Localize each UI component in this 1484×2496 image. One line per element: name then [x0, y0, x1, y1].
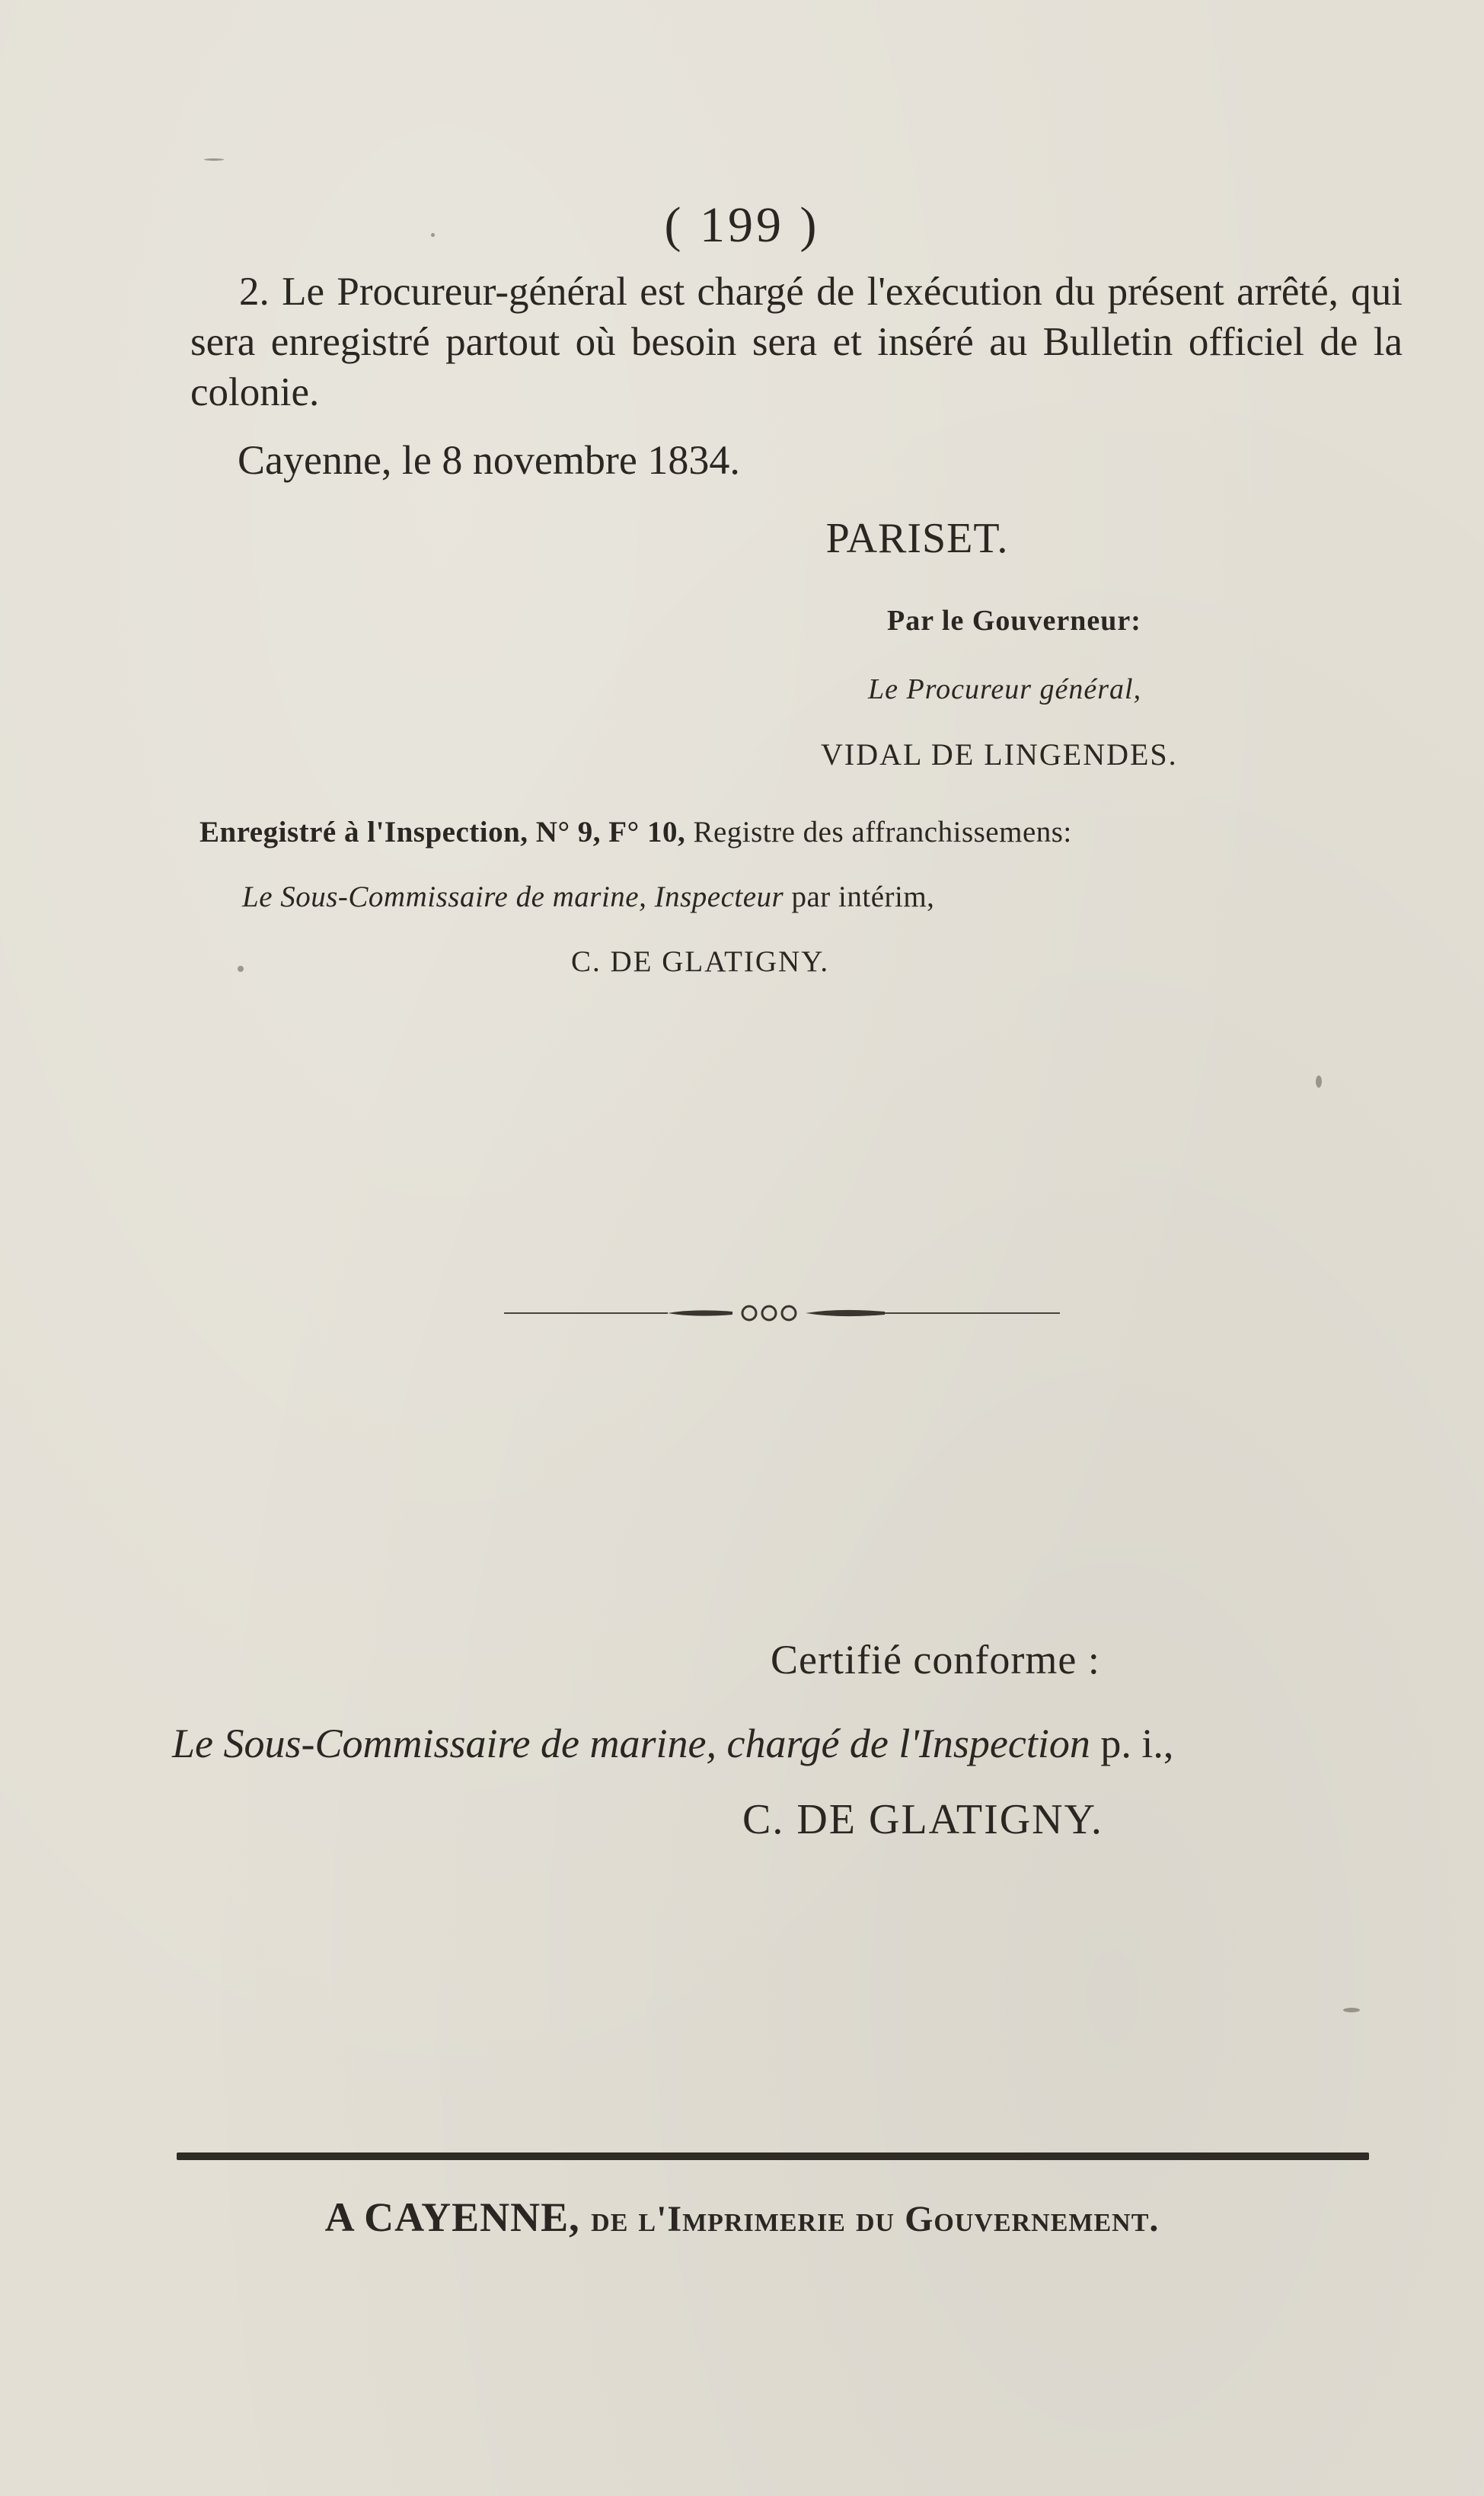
sub-commissioner-name: C. DE GLATIGNY.	[571, 945, 830, 978]
footer-rule	[177, 2152, 1369, 2160]
procureur-name: VIDAL DE LINGENDES.	[821, 737, 1178, 772]
imprint-printer: de l'Imprimerie du Gouvernement.	[591, 2199, 1160, 2239]
article-text: Le Procureur-général est chargé de l'exécution du présent arrêté, qui sera enregistré partout où besoin sera et inséré au Bulletin officiel de la colonie.	[190, 270, 1403, 414]
procureur-title: Le Procureur général,	[868, 673, 1142, 705]
sub-commissioner-title-plain: par intérim,	[791, 880, 935, 913]
registration-suffix: Registre des affranchissemens:	[693, 816, 1072, 849]
dateline: Cayenne, le 8 novembre 1834.	[238, 437, 740, 483]
page-number: ( 199 )	[664, 197, 820, 253]
paper-speck	[1316, 1075, 1322, 1088]
paper-speck	[238, 966, 244, 972]
sub-commissioner-title-italic: Le Sous-Commissaire de marine, Inspecteur	[242, 880, 784, 913]
certifier-title	[172, 1720, 1173, 1767]
paper-speck	[1343, 2008, 1360, 2012]
paper-speck	[204, 158, 224, 161]
sub-commissioner-title	[242, 880, 934, 914]
article-number: 2.	[239, 270, 270, 314]
by-governor-label: Par le Gouverneur:	[887, 605, 1141, 637]
signatory-name: PARISET.	[825, 515, 1009, 562]
ornament-divider	[504, 1298, 1060, 1328]
printer-imprint	[0, 2194, 1484, 2241]
article-paragraph	[190, 267, 1403, 417]
certifier-title-plain: p. i.,	[1100, 1721, 1174, 1766]
certifier-title-italic: Le Sous-Commissaire de marine, chargé de l'Inspection	[172, 1721, 1090, 1766]
certifier-name: C. DE GLATIGNY.	[742, 1796, 1103, 1843]
imprint-place: A CAYENNE,	[324, 2194, 580, 2240]
paper-speck	[431, 233, 435, 237]
registration-prefix: Enregistré à l'Inspection,	[199, 816, 528, 849]
registration-line	[199, 815, 1072, 849]
registration-number: N° 9, F° 10,	[535, 816, 686, 849]
certified-label: Certifié conforme :	[771, 1637, 1100, 1683]
